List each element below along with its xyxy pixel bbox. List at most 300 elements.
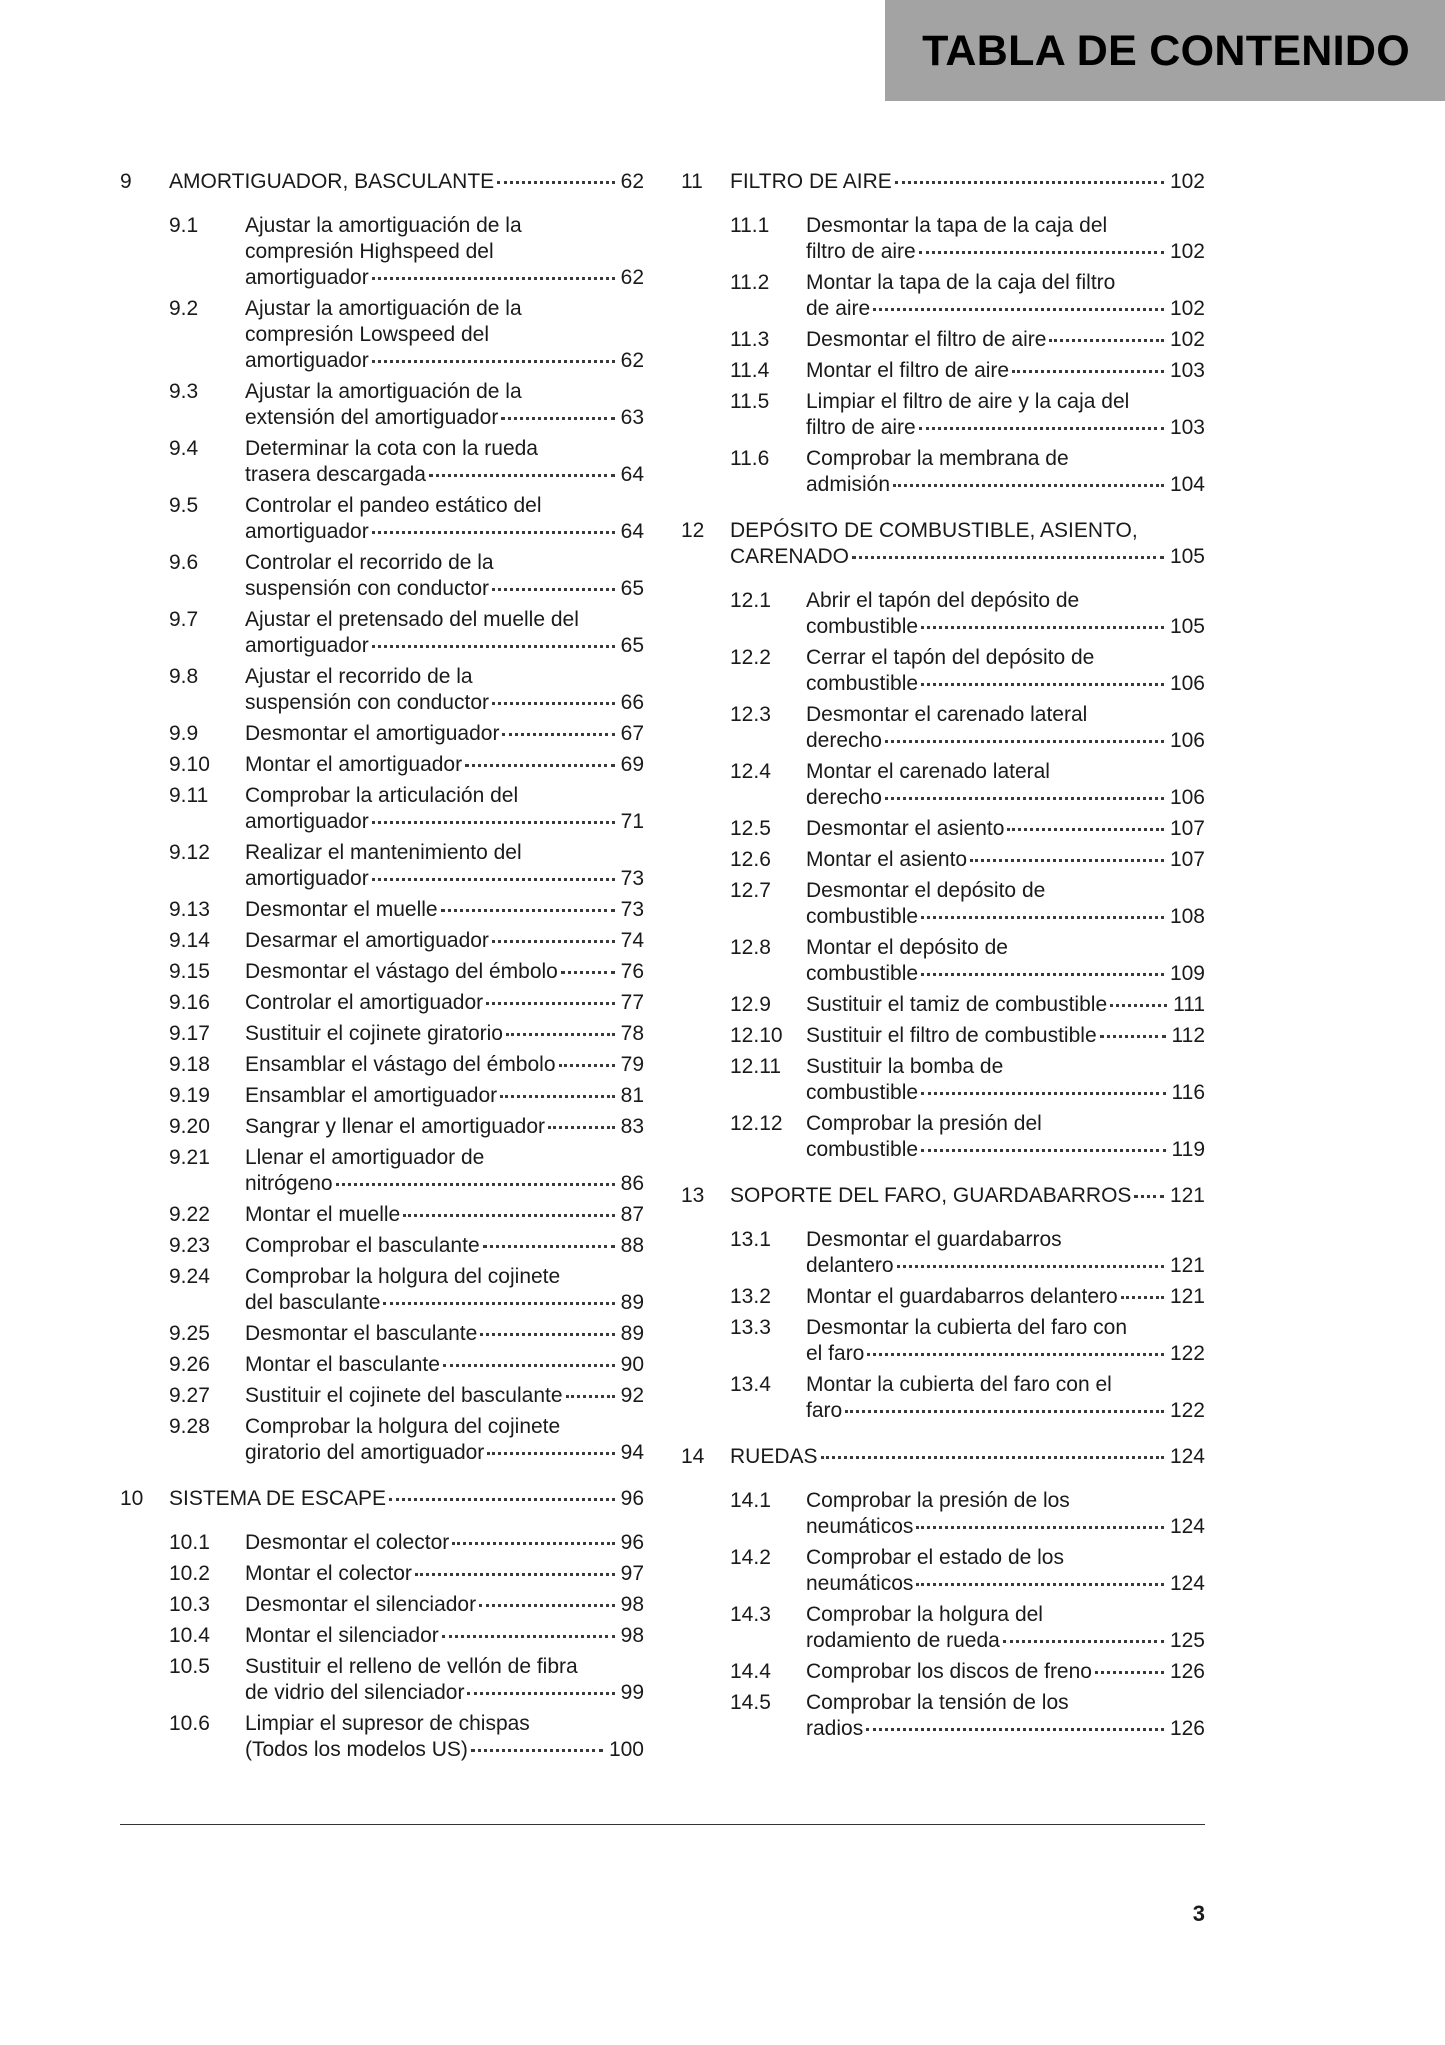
- entry-page[interactable]: 102: [1169, 297, 1205, 320]
- toc-entry[interactable]: [169, 664, 644, 716]
- entry-line: [806, 446, 1205, 472]
- chapter-text: SOPORTE DEL FARO, GUARDABARROS: [730, 1184, 1132, 1207]
- dot-leader: [919, 251, 1164, 254]
- entry-text: Sustituir la bomba de: [806, 1055, 1004, 1078]
- toc-entry[interactable]: [730, 816, 1205, 842]
- dot-leader: [372, 645, 615, 648]
- entry-line: [245, 1711, 644, 1737]
- entry-line: [806, 1488, 1205, 1514]
- entry-page[interactable]: 122: [1169, 1342, 1205, 1365]
- dot-leader: [566, 1395, 615, 1398]
- toc-entry[interactable]: [169, 1711, 644, 1763]
- entry-number: 9.26: [169, 1353, 210, 1376]
- dot-leader: [500, 1095, 615, 1098]
- toc-entry[interactable]: [169, 607, 644, 659]
- entry-page[interactable]: 73: [620, 898, 644, 921]
- toc-entry[interactable]: [169, 959, 644, 985]
- toc-entry[interactable]: [169, 296, 644, 374]
- entry-line: [806, 1341, 1205, 1367]
- entry-line: [806, 992, 1205, 1018]
- entry-line: [245, 752, 644, 778]
- entry-page[interactable]: 121: [1169, 1285, 1205, 1308]
- entry-page[interactable]: 86: [620, 1172, 644, 1195]
- toc-entry[interactable]: [169, 379, 644, 431]
- toc-entry[interactable]: [730, 327, 1205, 353]
- entry-page[interactable]: 64: [620, 520, 644, 543]
- entry-page[interactable]: 62: [620, 266, 644, 289]
- dot-leader: [372, 878, 615, 881]
- entry-text: Ensamblar el vástago del émbolo: [245, 1053, 556, 1076]
- dot-leader: [895, 181, 1164, 184]
- entry-text: Comprobar los discos de freno: [806, 1660, 1092, 1683]
- entry-number: 11.1: [730, 214, 770, 237]
- chapter-text: RUEDAS: [730, 1445, 818, 1468]
- toc-entry[interactable]: [169, 840, 644, 892]
- dot-leader: [559, 1064, 615, 1067]
- chapter-page[interactable]: 62: [620, 170, 644, 193]
- entry-line: [806, 645, 1205, 671]
- entry-text: giratorio del amortiguador: [245, 1441, 485, 1464]
- toc-entry[interactable]: [169, 783, 644, 835]
- entry-line: [245, 462, 644, 488]
- toc-entry[interactable]: [169, 550, 644, 602]
- toc-entry[interactable]: [730, 1659, 1205, 1685]
- dot-leader: [479, 1604, 615, 1607]
- entry-number: 13.1: [730, 1228, 771, 1251]
- entry-page[interactable]: 89: [620, 1322, 644, 1345]
- entry-number: 11.3: [730, 328, 770, 351]
- entry-page[interactable]: 71: [620, 810, 644, 833]
- dot-leader: [821, 1456, 1164, 1459]
- entry-text: Cerrar el tapón del depósito de: [806, 646, 1095, 669]
- entry-line: [245, 1083, 644, 1109]
- page-title: TABLA DE CONTENIDO: [922, 26, 1410, 75]
- entry-number: 11.5: [730, 390, 770, 413]
- entry-text: Comprobar el estado de los: [806, 1546, 1064, 1569]
- toc-entry[interactable]: [730, 1545, 1205, 1597]
- entry-page[interactable]: 74: [620, 929, 644, 952]
- entry-line: [245, 1414, 644, 1440]
- entry-number: 12.5: [730, 817, 771, 840]
- toc-entry[interactable]: [730, 1372, 1205, 1424]
- toc-entry[interactable]: [169, 1383, 644, 1409]
- toc-entry[interactable]: [730, 1488, 1205, 1540]
- entry-page[interactable]: 98: [620, 1624, 644, 1647]
- toc-entry[interactable]: [169, 1233, 644, 1259]
- entry-text: amortiguador: [245, 810, 369, 833]
- entry-line: [245, 239, 644, 265]
- entry-text: Ensamblar el amortiguador: [245, 1084, 498, 1107]
- entry-page[interactable]: 126: [1169, 1717, 1205, 1740]
- toc-entry[interactable]: [169, 1145, 644, 1197]
- entry-page[interactable]: 94: [620, 1441, 644, 1464]
- entry-text: Montar el filtro de aire: [806, 359, 1010, 382]
- entry-number: 9.11: [169, 784, 209, 807]
- dot-leader: [916, 1526, 1164, 1529]
- entry-line: [245, 1592, 644, 1618]
- entry-number: 12.3: [730, 703, 771, 726]
- toc-entry[interactable]: [730, 847, 1205, 873]
- dot-leader: [921, 683, 1164, 686]
- entry-text: combustible: [806, 615, 919, 638]
- chapter-number: 14: [681, 1445, 705, 1468]
- entry-page[interactable]: 90: [620, 1353, 644, 1376]
- toc-entry[interactable]: [730, 1111, 1205, 1163]
- toc-chapter: [120, 169, 644, 1466]
- entry-page[interactable]: 107: [1169, 817, 1205, 840]
- entry-page[interactable]: 67: [620, 722, 644, 745]
- entry-line: [245, 1352, 644, 1378]
- dot-leader: [372, 360, 615, 363]
- entry-page[interactable]: 119: [1171, 1138, 1205, 1161]
- dot-leader: [501, 417, 614, 420]
- chapter-text: SISTEMA DE ESCAPE: [169, 1487, 387, 1510]
- entry-text: neumáticos: [806, 1515, 914, 1538]
- entry-page[interactable]: 69: [620, 753, 644, 776]
- entry-page[interactable]: 106: [1169, 729, 1205, 752]
- header-banner: [885, 0, 1445, 101]
- entry-page[interactable]: 77: [620, 991, 644, 1014]
- entry-text: Desmontar el basculante: [245, 1322, 478, 1345]
- chapter-heading[interactable]: [681, 169, 1205, 195]
- entry-page[interactable]: 96: [620, 1531, 644, 1554]
- chapter-page[interactable]: 105: [1169, 545, 1205, 568]
- toc-entry[interactable]: [169, 1264, 644, 1316]
- chapter-page[interactable]: 121: [1169, 1184, 1205, 1207]
- toc-entry[interactable]: [730, 358, 1205, 384]
- entry-text: Controlar el pandeo estático del: [245, 494, 542, 517]
- entry-line: [806, 1602, 1205, 1628]
- toc-entry[interactable]: [169, 928, 644, 954]
- entry-page[interactable]: 64: [620, 463, 644, 486]
- dot-leader: [492, 702, 615, 705]
- entry-page[interactable]: 102: [1169, 328, 1205, 351]
- entry-line: [245, 1321, 644, 1347]
- entry-text: Comprobar la articulación del: [245, 784, 519, 807]
- toc-entry[interactable]: [730, 1315, 1205, 1367]
- entry-text: Montar el carenado lateral: [806, 760, 1050, 783]
- toc-entry[interactable]: [169, 1052, 644, 1078]
- chapter-heading[interactable]: [120, 169, 644, 195]
- entry-page[interactable]: 103: [1169, 416, 1205, 439]
- toc-entry[interactable]: [169, 436, 644, 488]
- dot-leader: [506, 1033, 615, 1036]
- toc-entry[interactable]: [169, 1114, 644, 1140]
- entry-line: [245, 783, 644, 809]
- entry-page[interactable]: 105: [1169, 615, 1205, 638]
- dot-leader: [897, 1265, 1164, 1268]
- entry-line: [245, 1145, 644, 1171]
- toc-entry[interactable]: [169, 897, 644, 923]
- entry-page[interactable]: 126: [1169, 1660, 1205, 1683]
- entry-number: 13.2: [730, 1285, 771, 1308]
- chapter-page[interactable]: 124: [1169, 1445, 1205, 1468]
- entry-line: [806, 1227, 1205, 1253]
- toc-entry[interactable]: [169, 493, 644, 545]
- toc-entry[interactable]: [730, 1602, 1205, 1654]
- chapter-text: FILTRO DE AIRE: [730, 170, 892, 193]
- entry-number: 9.19: [169, 1084, 210, 1107]
- entry-text: rodamiento de rueda: [806, 1629, 1000, 1652]
- toc-entry[interactable]: [169, 990, 644, 1016]
- toc-chapter: [681, 1183, 1205, 1424]
- toc-entry[interactable]: [730, 878, 1205, 930]
- entry-line: [806, 702, 1205, 728]
- entry-number: 14.2: [730, 1546, 771, 1569]
- dot-leader: [486, 1002, 615, 1005]
- entry-line: [245, 1623, 644, 1649]
- entry-page[interactable]: 104: [1169, 473, 1205, 496]
- entry-page[interactable]: 125: [1169, 1629, 1205, 1652]
- entry-text: Comprobar la holgura del: [806, 1603, 1043, 1626]
- entry-line: [245, 213, 644, 239]
- entry-page[interactable]: 65: [620, 634, 644, 657]
- entry-text: de vidrio del silenciador: [245, 1681, 465, 1704]
- dot-leader: [921, 1092, 1165, 1095]
- entry-page[interactable]: 62: [620, 349, 644, 372]
- dot-leader: [970, 859, 1164, 862]
- entry-page[interactable]: 76: [620, 960, 644, 983]
- toc-column-left: [120, 169, 644, 1783]
- entry-number: 12.4: [730, 760, 771, 783]
- entry-line: [245, 379, 644, 405]
- toc-entry[interactable]: [169, 1561, 644, 1587]
- entry-line: [806, 816, 1205, 842]
- entry-page[interactable]: 92: [620, 1384, 644, 1407]
- entry-line: [806, 1253, 1205, 1279]
- entry-text: amortiguador: [245, 349, 369, 372]
- entry-text: Desmontar la tapa de la caja del: [806, 214, 1108, 237]
- page-number: 3: [1192, 1901, 1205, 1926]
- entry-page[interactable]: 99: [620, 1681, 644, 1704]
- entry-number: 12.7: [730, 879, 771, 902]
- toc-chapter: [681, 1444, 1205, 1742]
- toc-entry[interactable]: [730, 1690, 1205, 1742]
- entry-text: filtro de aire: [806, 416, 916, 439]
- toc-entry[interactable]: [730, 588, 1205, 640]
- entry-text: Comprobar la presión de los: [806, 1489, 1070, 1512]
- entry-line: [806, 961, 1205, 987]
- chapter-text: CARENADO: [730, 545, 850, 568]
- toc-entry[interactable]: [730, 213, 1205, 265]
- entry-text: Desmontar el asiento: [806, 817, 1005, 840]
- entry-text: Sustituir el filtro de combustible: [806, 1024, 1097, 1047]
- toc-entry[interactable]: [730, 1023, 1205, 1049]
- chapter-heading[interactable]: [681, 1183, 1205, 1209]
- toc-entry[interactable]: [730, 992, 1205, 1018]
- entry-text: Comprobar la presión del: [806, 1112, 1042, 1135]
- entry-number: 10.4: [169, 1624, 210, 1647]
- entry-text: radios: [806, 1717, 864, 1740]
- entry-number: 14.3: [730, 1603, 771, 1626]
- entry-number: 10.6: [169, 1712, 210, 1735]
- entry-page[interactable]: 121: [1169, 1254, 1205, 1277]
- entry-page[interactable]: 78: [620, 1022, 644, 1045]
- entry-line: [245, 576, 644, 602]
- chapter-line: [169, 169, 644, 195]
- entry-line: [806, 1545, 1205, 1571]
- toc-entry[interactable]: [169, 1654, 644, 1706]
- toc-entry[interactable]: [169, 1623, 644, 1649]
- dot-leader: [1095, 1671, 1164, 1674]
- entry-line: [245, 1264, 644, 1290]
- entry-number: 9.13: [169, 898, 210, 921]
- entry-page[interactable]: 97: [620, 1562, 644, 1585]
- entry-text: Ajustar la amortiguación de la: [245, 297, 522, 320]
- dot-leader: [919, 427, 1164, 430]
- entry-text: amortiguador: [245, 634, 369, 657]
- entry-page[interactable]: 124: [1169, 1572, 1205, 1595]
- entry-line: [806, 1054, 1205, 1080]
- entry-line: [245, 296, 644, 322]
- toc-entry[interactable]: [169, 1321, 644, 1347]
- entry-page[interactable]: 83: [620, 1115, 644, 1138]
- entry-number: 9.14: [169, 929, 210, 952]
- toc-chapter: [681, 169, 1205, 498]
- entry-text: Sangrar y llenar el amortiguador: [245, 1115, 545, 1138]
- entry-number: 14.4: [730, 1660, 771, 1683]
- chapter-page[interactable]: 102: [1169, 170, 1205, 193]
- entry-line: [245, 1171, 644, 1197]
- toc-entry[interactable]: [169, 1352, 644, 1378]
- dot-leader: [403, 1214, 614, 1217]
- entry-page[interactable]: 81: [620, 1084, 644, 1107]
- entry-page[interactable]: 116: [1171, 1081, 1205, 1104]
- dot-leader: [561, 971, 615, 974]
- entry-text: Comprobar la membrana de: [806, 447, 1069, 470]
- entry-line: [245, 1680, 644, 1706]
- entry-text: compresión Highspeed del: [245, 240, 494, 263]
- chapter-heading[interactable]: [120, 1486, 644, 1512]
- entry-page[interactable]: 65: [620, 577, 644, 600]
- toc-chapter: [120, 1486, 644, 1763]
- toc-entry[interactable]: [169, 1592, 644, 1618]
- entry-text: Sustituir el relleno de vellón de fibra: [245, 1655, 578, 1678]
- entry-text: filtro de aire: [806, 240, 916, 263]
- entry-text: combustible: [806, 905, 919, 928]
- dot-leader: [389, 1498, 615, 1501]
- entry-page[interactable]: 63: [620, 406, 644, 429]
- dot-leader: [372, 821, 615, 824]
- chapter-number: 9: [120, 170, 132, 193]
- entry-text: combustible: [806, 1081, 919, 1104]
- entry-page[interactable]: 87: [620, 1203, 644, 1226]
- entry-page[interactable]: 66: [620, 691, 644, 714]
- entry-text: el faro: [806, 1342, 865, 1365]
- entry-page[interactable]: 79: [620, 1053, 644, 1076]
- toc-entry[interactable]: [169, 1083, 644, 1109]
- entry-text: neumáticos: [806, 1572, 914, 1595]
- entry-page[interactable]: 88: [620, 1234, 644, 1257]
- entry-text: amortiguador: [245, 520, 369, 543]
- entry-page[interactable]: 112: [1171, 1024, 1205, 1047]
- entry-line: [806, 588, 1205, 614]
- entry-page[interactable]: 124: [1169, 1515, 1205, 1538]
- dot-leader: [442, 1635, 615, 1638]
- entry-number: 9.1: [169, 214, 199, 237]
- entry-text: delantero: [806, 1254, 894, 1277]
- entry-page[interactable]: 106: [1169, 786, 1205, 809]
- entry-page[interactable]: 107: [1169, 848, 1205, 871]
- toc-entry[interactable]: [169, 1414, 644, 1466]
- entry-text: combustible: [806, 1138, 919, 1161]
- entry-page[interactable]: 73: [620, 867, 644, 890]
- entry-number: 11.2: [730, 271, 770, 294]
- dot-leader: [893, 484, 1164, 487]
- entry-text: Limpiar el filtro de aire y la caja del: [806, 390, 1130, 413]
- entry-page[interactable]: 122: [1169, 1399, 1205, 1422]
- toc-entry[interactable]: [730, 1284, 1205, 1310]
- toc-entry[interactable]: [730, 935, 1205, 987]
- toc-entry[interactable]: [730, 702, 1205, 754]
- entry-line: [245, 721, 644, 747]
- entry-number: 12.6: [730, 848, 771, 871]
- entry-number: 9.4: [169, 437, 199, 460]
- entry-page[interactable]: 89: [620, 1291, 644, 1314]
- chapter-line: [730, 1444, 1205, 1470]
- entry-text: Desmontar el depósito de: [806, 879, 1046, 902]
- entry-page[interactable]: 106: [1169, 672, 1205, 695]
- toc-entry[interactable]: [169, 213, 644, 291]
- chapter-number: 10: [120, 1487, 144, 1510]
- entry-line: [806, 935, 1205, 961]
- chapter-page[interactable]: 96: [620, 1487, 644, 1510]
- entry-page[interactable]: 108: [1169, 905, 1205, 928]
- entry-text: Comprobar la tensión de los: [806, 1691, 1069, 1714]
- toc-entry[interactable]: [169, 1021, 644, 1047]
- dot-leader: [492, 588, 615, 591]
- entry-number: 9.24: [169, 1265, 210, 1288]
- entry-line: [806, 1023, 1205, 1049]
- entry-number: 9.16: [169, 991, 210, 1014]
- toc-entry[interactable]: [730, 1227, 1205, 1279]
- entry-number: 9.23: [169, 1234, 210, 1257]
- dot-leader: [1100, 1035, 1166, 1038]
- toc-entry[interactable]: [169, 1530, 644, 1556]
- chapter-heading[interactable]: [681, 1444, 1205, 1470]
- entry-number: 12.10: [730, 1024, 783, 1047]
- entry-page[interactable]: 98: [620, 1593, 644, 1616]
- toc-entry[interactable]: [169, 1202, 644, 1228]
- entry-line: [806, 1659, 1205, 1685]
- entry-text: Sustituir el tamiz de combustible: [806, 993, 1108, 1016]
- toc-entry[interactable]: [169, 721, 644, 747]
- entry-text: Sustituir el cojinete del basculante: [245, 1384, 563, 1407]
- entry-number: 9.22: [169, 1203, 210, 1226]
- toc-entry[interactable]: [169, 752, 644, 778]
- dot-leader: [885, 797, 1164, 800]
- toc-entry[interactable]: [730, 645, 1205, 697]
- toc-entry[interactable]: [730, 759, 1205, 811]
- chapter-heading[interactable]: [681, 518, 1205, 570]
- entry-page[interactable]: 103: [1169, 359, 1205, 382]
- dot-leader: [921, 916, 1164, 919]
- entry-line: [245, 1440, 644, 1466]
- entry-page[interactable]: 100: [608, 1738, 644, 1761]
- entry-text: Montar la cubierta del faro con el: [806, 1373, 1112, 1396]
- toc-entry[interactable]: [730, 446, 1205, 498]
- entry-line: [806, 785, 1205, 811]
- entry-line: [806, 878, 1205, 904]
- entry-line: [245, 690, 644, 716]
- entry-page[interactable]: 111: [1173, 993, 1205, 1016]
- entry-page[interactable]: 102: [1169, 240, 1205, 263]
- toc-entry[interactable]: [730, 1054, 1205, 1106]
- entry-number: 13.3: [730, 1316, 771, 1339]
- entry-page[interactable]: 109: [1169, 962, 1205, 985]
- toc-entry[interactable]: [730, 270, 1205, 322]
- toc-entry[interactable]: [730, 389, 1205, 441]
